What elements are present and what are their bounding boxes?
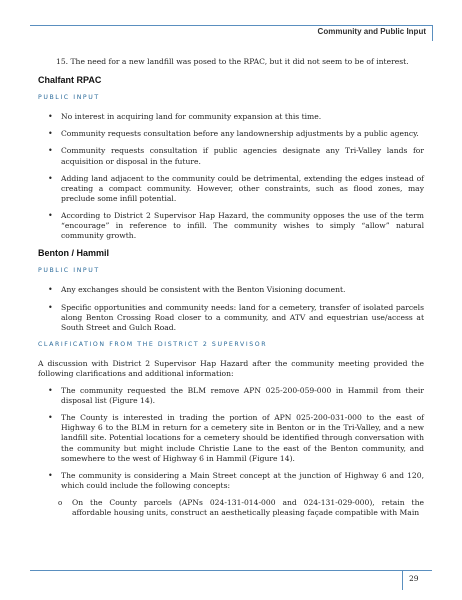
numbered-item-15: 15. The need for a new landfill was posed to the RPAC, but it did not seem to be of interest. [56, 57, 409, 66]
sub-list-item: o On the County parcels (APNs 024-131-014-000 and 024-131-029-000), retain the affordable housing units, construct an aesthetically pleasing façade compatible with Main [58, 497, 424, 517]
list-item: • The community is considering a Main Street concept at the junction of Highway 6 and 120, which could include the following concepts: [48, 470, 424, 490]
chalfant-bullet-list [38, 112, 424, 241]
list-item: • According to District 2 Supervisor Hap Hazard, the community opposes the use of the term “encourage” in reference to infill. The community wishes to simply “allow” natural community growth. [48, 210, 424, 241]
header-title: Community and Public Input [317, 27, 426, 36]
page-number: 29 [409, 574, 419, 583]
bullet-icon: • [48, 302, 53, 312]
footer-rule [30, 570, 432, 571]
benton-bullet-list [38, 285, 424, 332]
circle-bullet-icon: o [58, 498, 63, 507]
list-item: • Community requests consultation before any landownership adjustments by a public agency. [48, 129, 419, 139]
list-item: • The community requested the BLM remove APN 025-200-059-000 in Hammil from their disposal list (Figure 14). [48, 386, 424, 406]
subhead-clarification: CLARIFICATION FROM THE DISTRICT 2 SUPERVISOR [38, 340, 268, 348]
list-item: • Specific opportunities and community needs: land for a cemetery, transfer of isolated parcels along Benton Crossing Road closer to a community, and ATV and equestrian use/access at South Street and Gulch Road. [48, 302, 424, 332]
list-item: • Community requests consultation if public agencies designate any Tri-Valley lands for acquisition or disposal in the future. [48, 146, 424, 166]
section-heading-chalfant: Chalfant RPAC [38, 75, 102, 86]
bullet-icon: • [48, 386, 53, 396]
bullet-icon: • [48, 129, 53, 139]
subhead-public-input: PUBLIC INPUT [38, 94, 100, 102]
bullet-icon: • [48, 112, 53, 122]
sub-bullet-list [38, 498, 424, 518]
clarification-intro: A discussion with District 2 Supervisor Hap Hazard after the community meeting provided the following clarifications and additional information: [38, 358, 424, 378]
list-item: • Adding land adjacent to the community could be detrimental, extending the edges instead of creating a compact community. However, other constraints, such as flood zones, may preclude some infill potential. [48, 173, 424, 203]
bullet-icon: • [48, 210, 53, 220]
page-header [30, 25, 433, 41]
bullet-icon: • [48, 173, 53, 183]
footer-divider [402, 570, 403, 590]
page-content [38, 57, 424, 525]
section-heading-benton: Benton / Hammil [38, 248, 110, 259]
bullet-icon: • [48, 146, 53, 156]
list-item: • Any exchanges should be consistent with the Benton Visioning document. [48, 285, 346, 295]
subhead-public-input: PUBLIC INPUT [38, 267, 100, 275]
clarification-bullet-list [38, 386, 424, 491]
bullet-icon: • [48, 285, 53, 295]
list-item: • No interest in acquiring land for community expansion at this time. [48, 112, 322, 122]
list-item: • The County is interested in trading the portion of APN 025-200-031-000 to the east of Highway 6 to the BLM in return for a cemetery site in Benton or in the Tri-Valley, and a new landfill site. Potential locations for a cemetery should be identified through conversation with the community but might include Christie Lane to the east of the Benton community, and somewhere to the west of Highway 6 in Hammil (Figure 14). [48, 413, 424, 463]
bullet-icon: • [48, 470, 53, 480]
bullet-icon: • [48, 413, 53, 423]
